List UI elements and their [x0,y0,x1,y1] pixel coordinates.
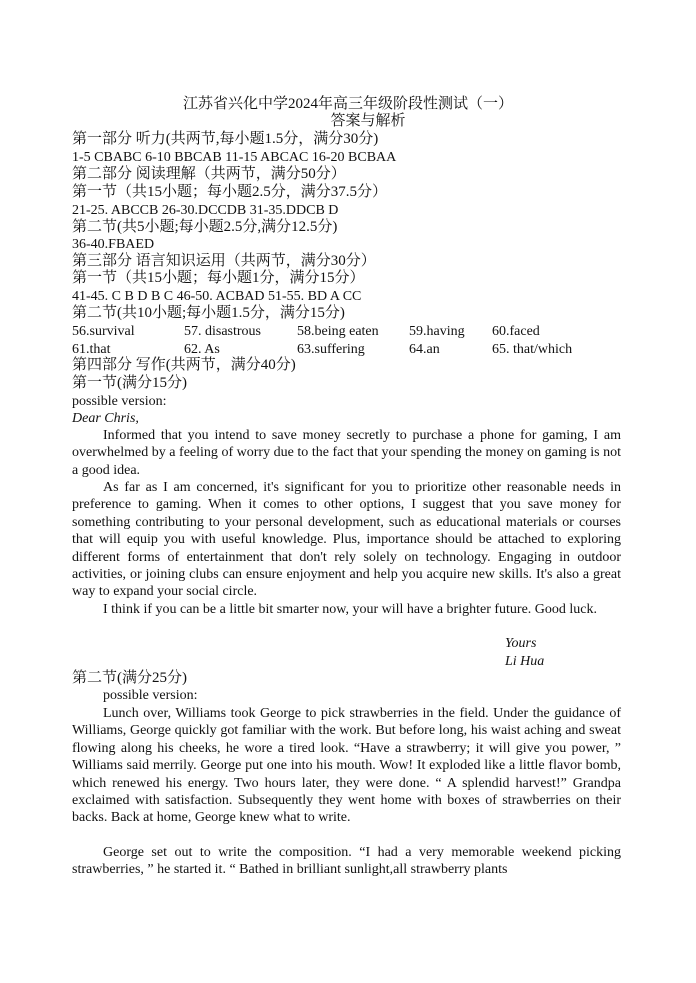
answer-cell: 65. that/which [492,342,573,357]
answer-cell: 64.an [409,342,440,357]
answer-cell: 60.faced [492,324,540,339]
document-title: 江苏省兴化中学2024年高三年级阶段性测试（一） [182,96,513,112]
part2-heading: 第二部分 阅读理解（共两节，满分50分） [72,166,346,182]
answer-cell: 62. As [184,342,220,357]
story-paragraph: Lunch over, Williams took George to pick strawberries in the field. Under the guidance of Williams, George quickly got familiar with the work. But before long, his waist aching and sweat flowing along his cheeks, he wore a tired look. “Have a strawberry; it will give you power, ” Williams said merrily. George put one into his mouth. Wow! It exploded like a little flavor bomb, which renewed his energy. Two hours later, they were done. “ A splendid harvest!” Grandpa exclaimed with satisfaction. Subsequently they went home with boxes of strawberries on their backs. Back at home, George knew what to write. [72,706,621,826]
part3-section1-heading: 第一节（共15小题；每小题1分，满分15分） [72,270,365,286]
part1-answers: 1-5 CBABC 6-10 BBCAB 11-15 ABCAC 16-20 BCBAA [72,150,397,165]
part4-section1-heading: 第一节(满分15分) [72,375,187,391]
part1-heading: 第一部分 听力(共两节,每小题1.5分，满分30分) [72,131,379,147]
part3-section2-heading: 第二节(共10小题;每小题1.5分，满分15分) [72,305,345,321]
part2-section2-answers: 36-40.FBAED [72,237,155,252]
letter-paragraph: As far as I am concerned, it's significant for you to prioritize other reasonable needs in preference to gaming. When it comes to other options, I suggest that you save money for something contributing to your personal development, such as educational materials or courses that will equip you with useful knowledge. Plus, importance should be attached to exploring different forms of entertainment that don't rely solely on technology. Engaging in outdoor activities, or joining clubs can ensure enjoyment and help you acquire new skills. It's also a great way to expand your social circle. [72,480,621,600]
answer-cell: 59.having [409,324,465,339]
part3-section1-answers: 41-45. C B D B C 46-50. ACBAD 51-55. BD A CC [72,289,362,304]
answer-cell: 57. disastrous [184,324,261,339]
letter-closing: Yours [505,636,537,651]
answer-cell: 61.that [72,342,111,357]
letter-greeting: Dear Chris, [72,411,139,426]
answer-cell: 63.suffering [297,342,365,357]
story-paragraph: George set out to write the composition. “I had a very memorable weekend picking strawberries, ” he started it. “ Bathed in brilliant sunlight,all strawberry plants [72,845,621,878]
part2-section1-heading: 第一节（共15小题；每小题2.5分，满分37.5分） [72,184,388,200]
letter-signature: Li Hua [505,654,545,669]
possible-version-label: possible version: [72,394,167,409]
part4-heading: 第四部分 写作(共两节，满分40分) [72,357,296,373]
letter-paragraph: I think if you can be a little bit smarter now, your will have a brighter future. Good luck. [103,602,598,617]
answer-cell: 56.survival [72,324,135,339]
part2-section2-heading: 第二节(共5小题;每小题2.5分,满分12.5分) [72,219,338,235]
answer-cell: 58.being eaten [297,324,379,339]
part3-heading: 第三部分 语言知识运用（共两节，满分30分） [72,253,376,269]
possible-version-label-2: possible version: [103,688,198,703]
letter-paragraph: Informed that you intend to save money secretly to purchase a phone for gaming, I am overwhelmed by a feeling of worry due to the fact that your spending the money on gaming is not a good idea. [72,428,621,478]
part2-section1-answers: 21-25. ABCCB 26-30.DCCDB 31-35.DDCB D [72,203,339,218]
document-subtitle: 答案与解析 [330,113,406,129]
part4-section2-heading: 第二节(满分25分) [72,670,187,686]
